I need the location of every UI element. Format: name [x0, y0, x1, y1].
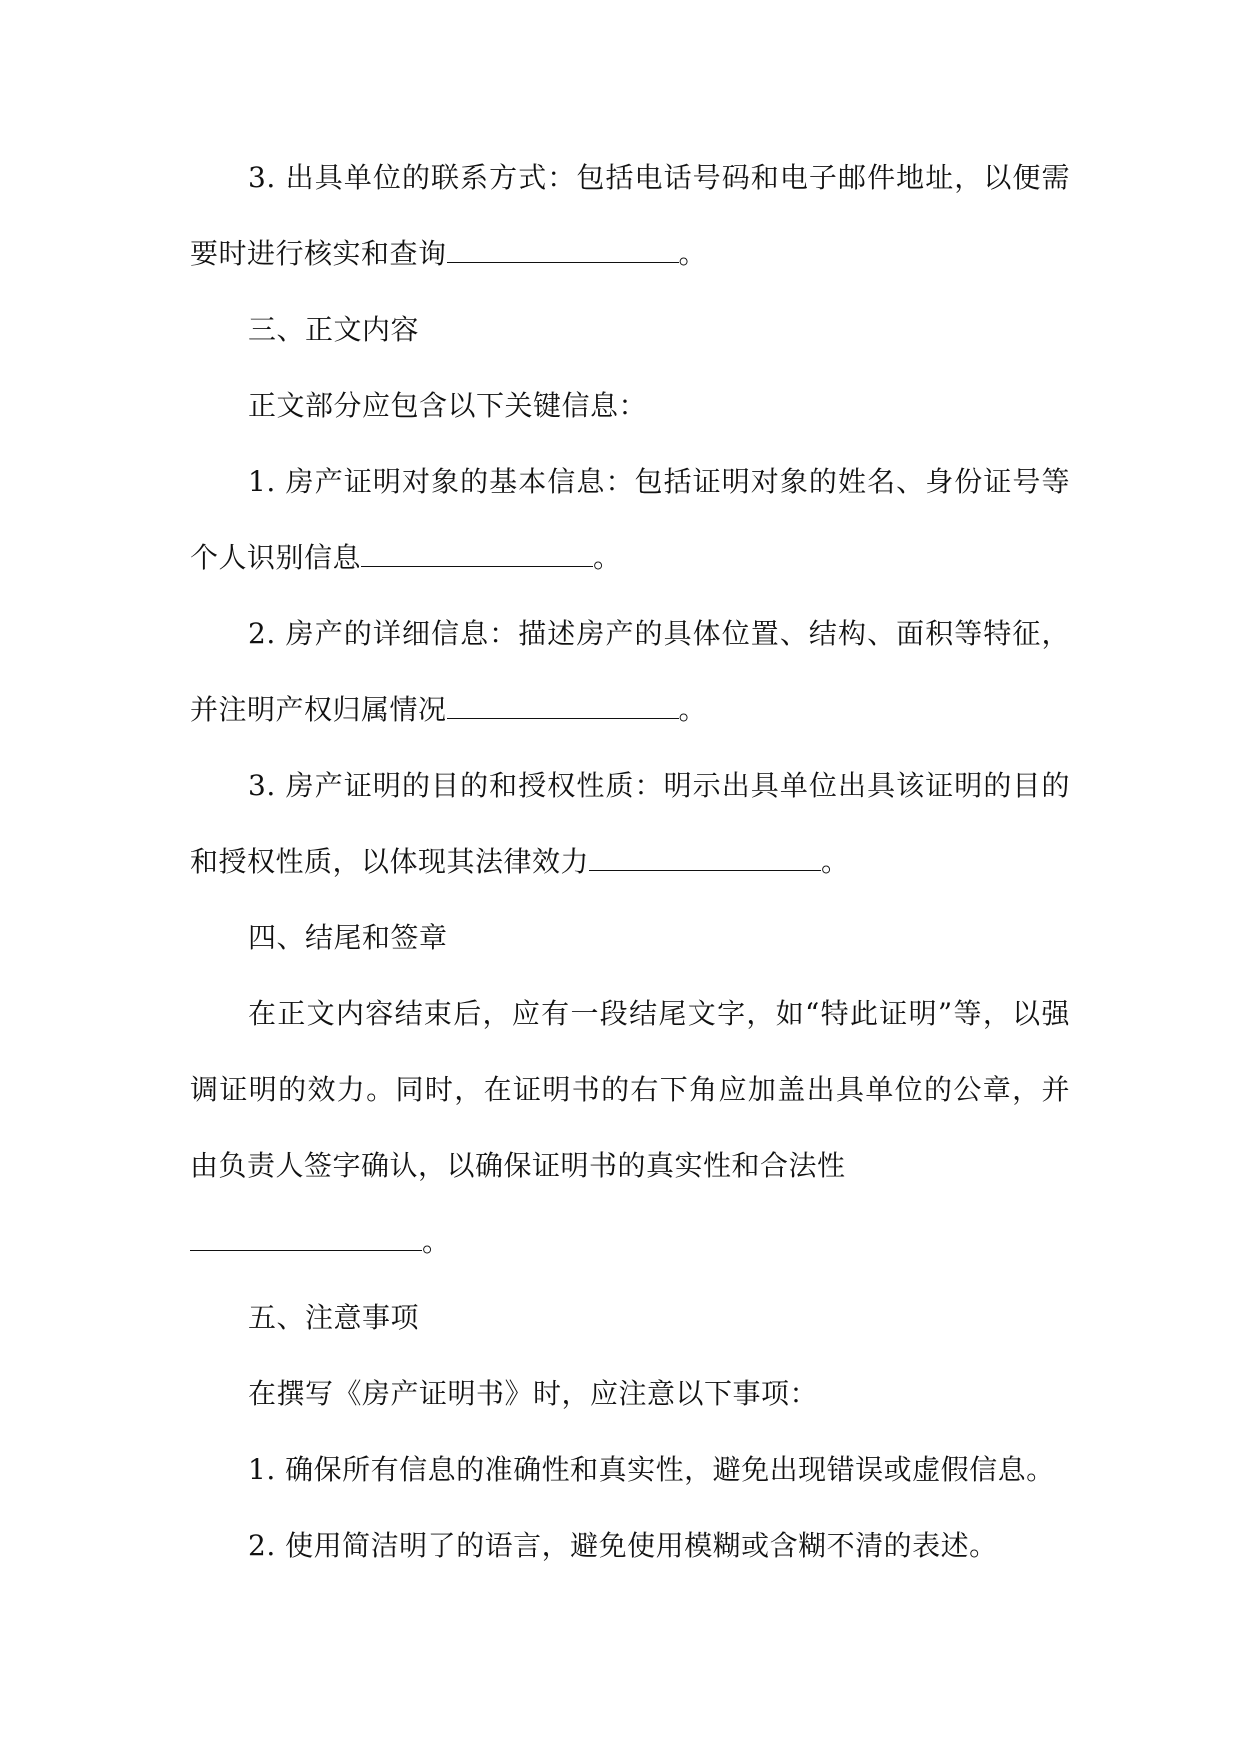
paragraph-text: 3. 出具单位的联系方式：包括电话号码和电子邮件地址，以便需要时进行核实和查询	[190, 161, 1070, 270]
fill-in-blank	[589, 848, 821, 871]
fill-in-blank	[447, 240, 679, 263]
section-heading-ending-seal: 四、结尾和签章	[248, 921, 448, 954]
paragraph-contact-info	[190, 140, 1070, 292]
fill-in-blank	[190, 1228, 422, 1251]
paragraph-property-details	[190, 596, 1070, 748]
paragraph-text: 3. 房产证明的目的和授权性质：明示出具单位出具该证明的目的和授权性质，以体现其法律效力	[190, 769, 1070, 878]
paragraph-text: 在撰写《房产证明书》时，应注意以下事项：	[248, 1377, 819, 1410]
paragraph-ending	[190, 976, 1070, 1280]
paragraph-body-intro	[190, 368, 1070, 444]
paragraph-purpose	[190, 748, 1070, 900]
paragraph-note-1	[190, 1432, 1070, 1508]
paragraph-text: 2. 房产的详细信息：描述房产的具体位置、结构、面积等特征，并注明产权归属情况	[190, 617, 1070, 726]
fill-in-blank	[361, 544, 593, 567]
section-heading-body-content: 三、正文内容	[248, 313, 420, 346]
paragraph-text: 正文部分应包含以下关键信息：	[248, 389, 648, 422]
fill-in-blank	[447, 696, 679, 719]
paragraph-subject-info	[190, 444, 1070, 596]
paragraph-end: 。	[678, 693, 708, 726]
paragraph-end: 。	[821, 845, 850, 878]
paragraph-text: 1. 房产证明对象的基本信息：包括证明对象的姓名、身份证号等个人识别信息	[190, 465, 1070, 574]
paragraph-note-2	[190, 1508, 1070, 1584]
paragraph-notes-intro	[190, 1356, 1070, 1432]
document-body	[190, 140, 1070, 1584]
paragraph-text: 1. 确保所有信息的准确性和真实性，避免出现错误或虚假信息。	[248, 1453, 1055, 1486]
paragraph-end: 。	[422, 1225, 451, 1258]
paragraph-text: 2. 使用简洁明了的语言，避免使用模糊或含糊不清的表述。	[248, 1529, 998, 1562]
paragraph-end: 。	[678, 237, 708, 270]
section-heading-notes: 五、注意事项	[248, 1301, 420, 1334]
paragraph-end: 。	[593, 541, 622, 574]
paragraph-text: 在正文内容结束后，应有一段结尾文字，如“特此证明”等，以强调证明的效力。同时，在证明书的右下角应加盖出具单位的公章，并由负责人签字确认，以确保证明书的真实性和合法性	[190, 997, 1070, 1182]
